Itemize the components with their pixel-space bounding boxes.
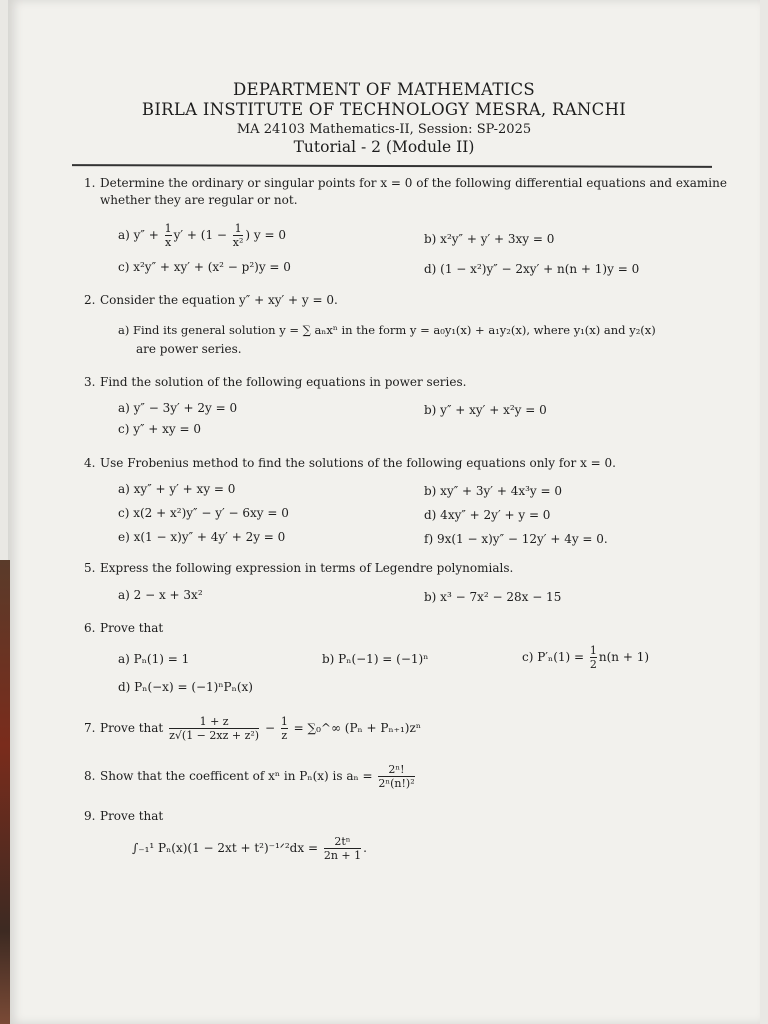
question-2: 2. Consider the equation y″ + xy′ + y = 0.: [84, 293, 338, 307]
question-5: 5. Express the following expression in terms of Legendre polynomials.: [84, 561, 514, 575]
question-8: 8. Show that the coefficent of xⁿ in Pₙ(x) is aₙ = $\frac{\text{2ⁿ!}}{\text{2ⁿ(n!)²}}$: [84, 763, 415, 790]
q6-part-c: c) P′ₙ(1) = $\frac{1}{2}$ n(n + 1): [522, 644, 650, 671]
q4-part-f: f) 9x(1 − x)y″ − 12y′ + 4y = 0.: [424, 532, 608, 546]
q1-part-c: c) x²y″ + xy′ + (x² − p²)y = 0: [118, 260, 291, 274]
question-7: 7. Prove that $\frac{1 + z}{\text{z√(1 − 2xz + z²)}}$ − $\frac{1}{z}$ = ∑₀^∞ (Pₙ + Pₙ₊₁)zⁿ: [84, 715, 422, 742]
tutorial-title: Tutorial - 2 (Module II): [293, 138, 475, 156]
page-edge-shadow: [0, 560, 10, 1024]
q6-part-d: d) Pₙ(−x) = (−1)ⁿPₙ(x): [118, 680, 253, 694]
q4-part-b: b) xy″ + 3y′ + 4x³y = 0: [424, 484, 563, 498]
question-1-text-cont: whether they are regular or not.: [100, 193, 298, 207]
question-6: 6. Prove that: [84, 621, 164, 635]
question-9: 9. Prove that: [84, 809, 164, 823]
q3-part-b: b) y″ + xy′ + x²y = 0: [424, 403, 547, 417]
question-text: Determine the ordinary or singular points for x = 0 of the following differential equations and examine: [100, 176, 727, 190]
question-4: 4. Use Frobenius method to find the solutions of the following equations only for x = 0.: [84, 456, 616, 470]
fraction: $\frac{\text{2ⁿ!}}{\text{2ⁿ(n!)²}}$: [378, 763, 415, 790]
q4-part-e: e) x(1 − x)y″ + 4y′ + 2y = 0: [118, 530, 286, 544]
question-1: [84, 176, 727, 190]
q2-part-a: a) Find its general solution y = ∑ aₙxⁿ in the form y = a₀y₁(x) + a₁y₂(x), where y₁(x) and y₂(x): [118, 323, 656, 337]
fraction: $\frac{1}{2}$: [589, 644, 597, 671]
fraction: $\frac{1}{x}$: [164, 222, 172, 249]
q3-part-c: c) y″ + xy = 0: [118, 422, 202, 436]
course-line: MA 24103 Mathematics-II, Session: SP-2025: [236, 122, 532, 137]
q5-part-b: b) x³ − 7x² − 28x − 15: [424, 590, 562, 604]
question-3: 3. Find the solution of the following equations in power series.: [84, 375, 467, 389]
fraction: $\frac{1}{\text{x²}}$: [232, 222, 244, 249]
q2-part-a-cont: are power series.: [136, 342, 242, 356]
q1-part-b: b) x²y″ + y′ + 3xy = 0: [424, 232, 555, 246]
q1-part-d: d) (1 − x²)y″ − 2xy′ + n(n + 1)y = 0: [424, 262, 640, 276]
q1-part-a: a) y″ + $\frac{1}{x}$ y′ + (1 − $\frac{1}{\text{x²}}$ ) y = 0: [118, 222, 287, 249]
fraction: $\frac{\text{2tⁿ}}{2n + 1}$: [323, 835, 362, 862]
q9-integral: ∫₋₁¹ Pₙ(x)(1 − 2xt + t²)⁻¹ᐟ²dx = $\frac{\text{2tⁿ}}{2n + 1}$ .: [132, 835, 367, 862]
institute-heading: BIRLA INSTITUTE OF TECHNOLOGY MESRA, RANCHI: [141, 100, 627, 119]
q4-part-d: d) 4xy″ + 2y′ + y = 0: [424, 508, 551, 522]
q3-part-a: a) y″ − 3y′ + 2y = 0: [118, 401, 238, 415]
fraction: $\frac{1}{z}$: [280, 715, 288, 742]
q4-part-a: a) xy″ + y′ + xy = 0: [118, 482, 236, 496]
q6-part-a: a) Pₙ(1) = 1: [118, 652, 190, 666]
fraction: $\frac{1 + z}{\text{z√(1 − 2xz + z²)}}$: [169, 715, 260, 742]
department-heading: DEPARTMENT OF MATHEMATICS: [233, 80, 535, 99]
q4-part-c: c) x(2 + x²)y″ − y′ − 6xy = 0: [118, 506, 289, 520]
q6-part-b: b) Pₙ(−1) = (−1)ⁿ: [322, 652, 429, 666]
question-number: 1.: [84, 176, 96, 190]
q5-part-a: a) 2 − x + 3x²: [118, 588, 203, 602]
